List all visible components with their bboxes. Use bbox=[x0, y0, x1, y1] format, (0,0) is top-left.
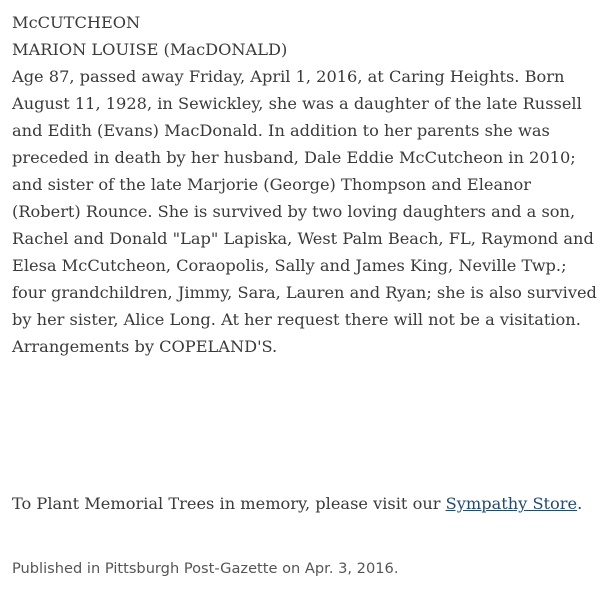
obituary-full-name: MARION LOUISE (MacDONALD) bbox=[12, 40, 288, 59]
memorial-prefix: To Plant Memorial Trees in memory, please visit our bbox=[12, 494, 446, 513]
obituary-text bbox=[12, 9, 604, 360]
obituary-surname: McCUTCHEON bbox=[12, 13, 141, 32]
publication-note: Published in Pittsburgh Post-Gazette on Apr. 3, 2016. bbox=[12, 560, 399, 577]
memorial-trees-line bbox=[12, 490, 604, 517]
memorial-suffix: . bbox=[577, 494, 583, 513]
obituary-body: Age 87, passed away Friday, April 1, 2016, at Caring Heights. Born August 11, 1928, in Sewickley, she was a daughter of the late Russell and Edith (Evans) MacDonald. In addition to her parents she was preceded in death by her husband, Dale Eddie McCutcheon in 2010; and sister of the late Marjorie (George) Thompson and Eleanor (Robert) Rounce. She is survived by two loving daughters and a son, Rachel and Donald "Lap" Lapiska, West Palm Beach, FL, Raymond and Elesa McCutcheon, Coraopolis, Sally and James King, Neville Twp.; four grandchildren, Jimmy, Sara, Lauren and Ryan; she is also survived by her sister, Alice Long. At her request there will not be a visitation. Arrangements by COPELAND'S. bbox=[12, 67, 597, 356]
sympathy-store-link[interactable]: Sympathy Store bbox=[445, 494, 578, 513]
